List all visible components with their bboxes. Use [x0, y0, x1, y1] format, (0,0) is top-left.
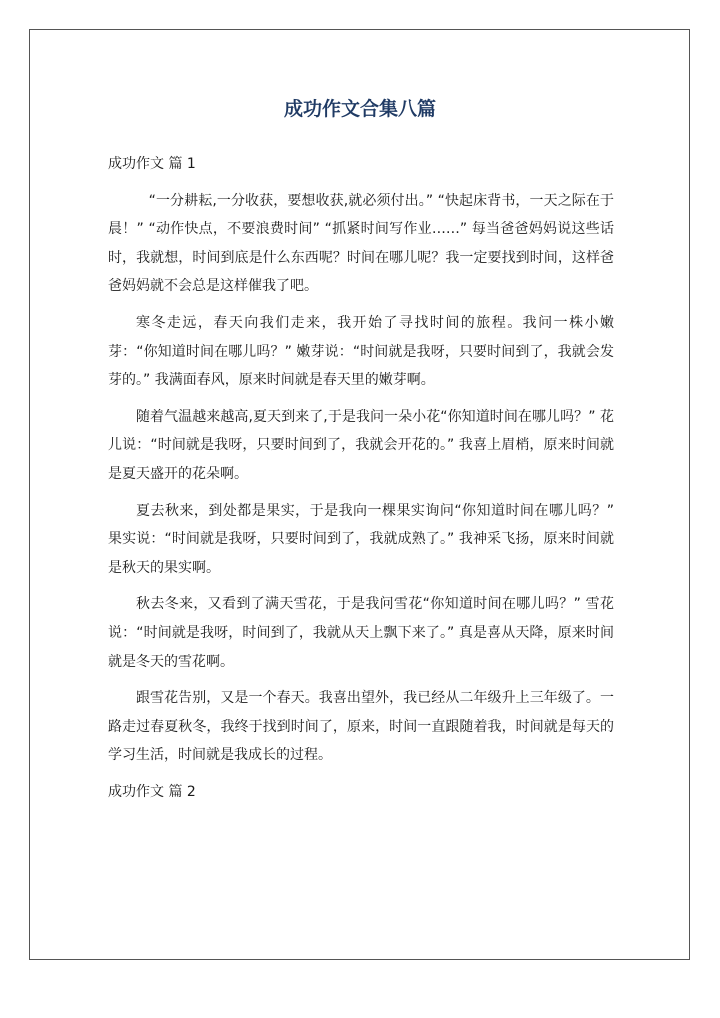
paragraph: 跟雪花告别，又是一个春天。我喜出望外，我已经从二年级升上三年级了。一路走过春夏秋冬，我终于找到时间了，原来，时间一直跟随着我，时间就是每天的学习生活，时间就是我成长的过程。 — [108, 690, 614, 764]
section-heading: 成功作文 篇 2 — [108, 783, 196, 800]
paragraph: 秋去冬来，又看到了满天雪花，于是我问雪花“你知道时间在哪儿吗？” 雪花说：“时间就是我呀，时间到了，我就从天上飘下来了。” 真是喜从天降，原来时间就是冬天的雪花啊。 — [108, 596, 614, 670]
paragraph: 随着气温越来越高,夏天到来了,于是我问一朵小花“你知道时间在哪儿吗？” 花儿说：“时间就是我呀，只要时间到了，我就会开花的。” 我喜上眉梢，原来时间就是夏天盛开的花朵啊。 — [108, 408, 614, 482]
paragraph: 夏去秋来，到处都是果实，于是我向一棵果实询问“你知道时间在哪儿吗？” 果实说：“时间就是我呀，只要时间到了，我就成熟了。” 我神采飞扬，原来时间就是秋天的果实啊。 — [108, 502, 614, 576]
paragraph: 寒冬走远，春天向我们走来，我开始了寻找时间的旅程。我问一株小嫩芽：“你知道时间在哪儿吗？” 嫩芽说：“时间就是我呀，只要时间到了，我就会发芽的。” 我满面春风，原来时间就是春天里的嫩芽啊。 — [108, 314, 614, 389]
paragraph: “一分耕耘,一分收获，要想收获,就必须付出。” “快起床背书，一天之际在于晨！” “动作快点，不要浪费时间” “抓紧时间写作业……” 每当爸爸妈妈说这些话时，我就想，时间到底是什么东西呢？时间在哪儿呢？我一定要找到时间，这样爸爸妈妈就不会总是这样催我了吧。 — [108, 192, 614, 295]
document-title: 成功作文合集八篇 — [283, 98, 436, 120]
document-body — [108, 150, 614, 814]
section-heading: 成功作文 篇 1 — [108, 156, 196, 172]
